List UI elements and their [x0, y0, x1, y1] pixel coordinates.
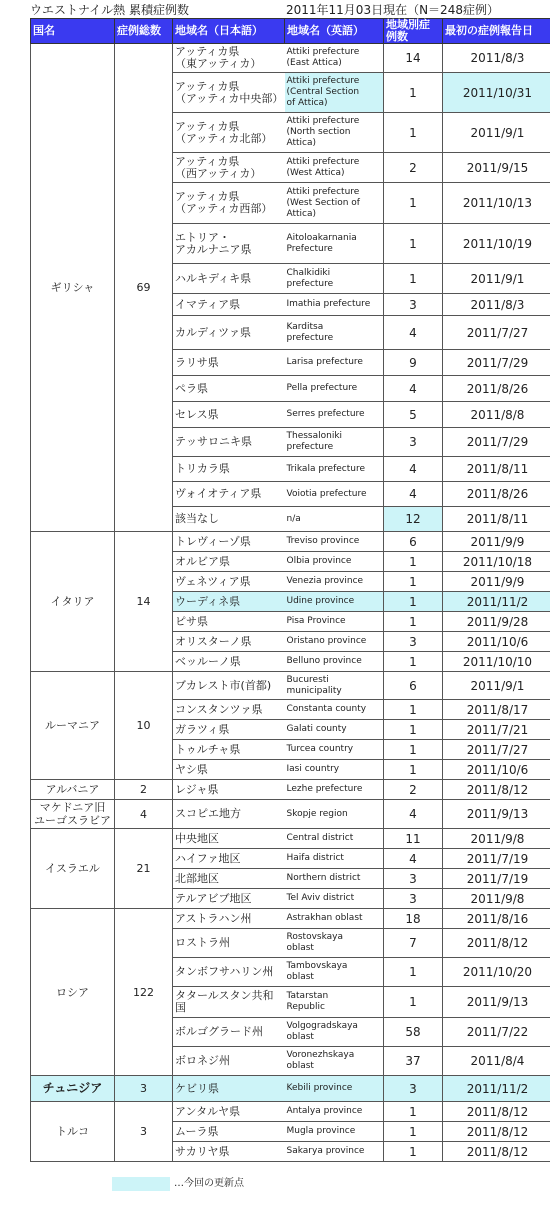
- region-ja-cell: 中央地区: [173, 829, 285, 849]
- table-row: [31, 829, 550, 849]
- first-report-date-cell: 2011/11/2: [443, 592, 550, 612]
- table-row: [31, 44, 550, 73]
- region-count-cell: 4: [384, 457, 443, 482]
- region-en-cell: Antalya province: [285, 1102, 384, 1122]
- country-cell: ロシア: [31, 909, 115, 1076]
- first-report-date-cell: 2011/9/13: [443, 987, 550, 1018]
- region-en-cell: Oristano province: [285, 632, 384, 652]
- header-first-report-date: 最初の症例報告日: [443, 19, 550, 44]
- region-en-cell: Attiki prefecture (North section Attica): [285, 113, 384, 153]
- region-count-cell: 1: [384, 592, 443, 612]
- region-count-cell: 1: [384, 264, 443, 294]
- region-en-cell: n/a: [285, 507, 384, 532]
- region-ja-cell: カルディツァ県: [173, 316, 285, 350]
- region-en-cell: Aitoloakarnania Prefecture: [285, 224, 384, 264]
- region-count-cell: 1: [384, 1102, 443, 1122]
- table-row: [31, 909, 550, 929]
- region-en-cell: Voiotia prefecture: [285, 482, 384, 507]
- region-en-cell: Rostovskaya oblast: [285, 929, 384, 958]
- first-report-date-cell: 2011/8/12: [443, 1102, 550, 1122]
- region-ja-cell: アッティカ県 （西アッティカ）: [173, 153, 285, 183]
- total-cases-cell: 3: [115, 1076, 173, 1102]
- table-body: [31, 44, 550, 1162]
- header-region-en: 地域名（英語）: [285, 19, 384, 44]
- region-en-cell: Attiki prefecture (East Attica): [285, 44, 384, 73]
- first-report-date-cell: 2011/8/26: [443, 482, 550, 507]
- region-ja-cell: アッティカ県 （アッティカ北部）: [173, 113, 285, 153]
- first-report-date-cell: 2011/8/12: [443, 929, 550, 958]
- legend-swatch: [112, 1177, 170, 1191]
- region-ja-cell: トレヴィーゾ県: [173, 532, 285, 552]
- first-report-date-cell: 2011/9/1: [443, 672, 550, 700]
- region-en-cell: Attiki prefecture (West Attica): [285, 153, 384, 183]
- table-row: [31, 1076, 550, 1102]
- region-en-cell: Larisa prefecture: [285, 350, 384, 376]
- first-report-date-cell: 2011/9/1: [443, 264, 550, 294]
- region-en-cell: Imathia prefecture: [285, 294, 384, 316]
- region-ja-cell: トゥルチャ県: [173, 740, 285, 760]
- region-en-cell: Bucuresti municipality: [285, 672, 384, 700]
- region-count-cell: 1: [384, 73, 443, 113]
- region-ja-cell: トリカラ県: [173, 457, 285, 482]
- region-count-cell: 3: [384, 428, 443, 457]
- region-ja-cell: スコピエ地方: [173, 800, 285, 829]
- region-en-cell: Trikala prefecture: [285, 457, 384, 482]
- region-count-cell: 2: [384, 153, 443, 183]
- region-ja-cell: ロストラ州: [173, 929, 285, 958]
- region-ja-cell: ベッルーノ県: [173, 652, 285, 672]
- total-cases-cell: 14: [115, 532, 173, 672]
- region-count-cell: 6: [384, 672, 443, 700]
- first-report-date-cell: 2011/9/9: [443, 532, 550, 552]
- region-count-cell: 1: [384, 113, 443, 153]
- region-count-cell: 1: [384, 224, 443, 264]
- region-count-cell: 4: [384, 316, 443, 350]
- region-count-cell: 1: [384, 572, 443, 592]
- region-en-cell: Central district: [285, 829, 384, 849]
- region-en-cell: Tambovskaya oblast: [285, 958, 384, 987]
- table-header: [31, 19, 550, 44]
- region-count-cell: 1: [384, 760, 443, 780]
- total-cases-cell: 2: [115, 780, 173, 800]
- region-ja-cell: タタールスタン共和 国: [173, 987, 285, 1018]
- region-count-cell: 4: [384, 376, 443, 402]
- first-report-date-cell: 2011/9/1: [443, 113, 550, 153]
- region-en-cell: Galati county: [285, 720, 384, 740]
- region-en-cell: Skopje region: [285, 800, 384, 829]
- first-report-date-cell: 2011/8/3: [443, 44, 550, 73]
- region-ja-cell: ヴェネツィア県: [173, 572, 285, 592]
- table-row: [31, 800, 550, 829]
- region-count-cell: 1: [384, 552, 443, 572]
- region-count-cell: 1: [384, 740, 443, 760]
- country-cell: イタリア: [31, 532, 115, 672]
- first-report-date-cell: 2011/8/12: [443, 1142, 550, 1162]
- region-en-cell: Udine province: [285, 592, 384, 612]
- region-en-cell: Kebili province: [285, 1076, 384, 1102]
- region-ja-cell: ヴォイオティア県: [173, 482, 285, 507]
- first-report-date-cell: 2011/8/12: [443, 780, 550, 800]
- table-row: [31, 780, 550, 800]
- first-report-date-cell: 2011/11/2: [443, 1076, 550, 1102]
- region-count-cell: 7: [384, 929, 443, 958]
- total-cases-cell: 69: [115, 44, 173, 532]
- region-count-cell: 3: [384, 632, 443, 652]
- first-report-date-cell: 2011/10/6: [443, 760, 550, 780]
- region-ja-cell: ムーラ県: [173, 1122, 285, 1142]
- first-report-date-cell: 2011/7/21: [443, 720, 550, 740]
- region-en-cell: Haifa district: [285, 849, 384, 869]
- region-count-cell: 4: [384, 849, 443, 869]
- region-count-cell: 18: [384, 909, 443, 929]
- region-count-cell: 1: [384, 183, 443, 224]
- region-en-cell: Volgogradskaya oblast: [285, 1018, 384, 1047]
- total-cases-cell: 3: [115, 1102, 173, 1162]
- region-count-cell: 1: [384, 958, 443, 987]
- region-count-cell: 37: [384, 1047, 443, 1076]
- first-report-date-cell: 2011/7/27: [443, 740, 550, 760]
- region-ja-cell: ハルキディキ県: [173, 264, 285, 294]
- region-en-cell: Serres prefecture: [285, 402, 384, 428]
- first-report-date-cell: 2011/8/17: [443, 700, 550, 720]
- region-count-cell: 3: [384, 1076, 443, 1102]
- first-report-date-cell: 2011/10/31: [443, 73, 550, 113]
- region-ja-cell: 北部地区: [173, 869, 285, 889]
- first-report-date-cell: 2011/10/20: [443, 958, 550, 987]
- region-count-cell: 14: [384, 44, 443, 73]
- region-ja-cell: ケビリ県: [173, 1076, 285, 1102]
- region-ja-cell: タンボフサハリン州: [173, 958, 285, 987]
- region-en-cell: Attiki prefecture (West Section of Attica): [285, 183, 384, 224]
- first-report-date-cell: 2011/9/28: [443, 612, 550, 632]
- total-cases-cell: 122: [115, 909, 173, 1076]
- region-ja-cell: 該当なし: [173, 507, 285, 532]
- region-en-cell: Tel Aviv district: [285, 889, 384, 909]
- region-ja-cell: ガラツィ県: [173, 720, 285, 740]
- region-count-cell: 58: [384, 1018, 443, 1047]
- region-count-cell: 1: [384, 987, 443, 1018]
- region-ja-cell: ピサ県: [173, 612, 285, 632]
- region-en-cell: Pella prefecture: [285, 376, 384, 402]
- first-report-date-cell: 2011/9/15: [443, 153, 550, 183]
- region-ja-cell: アッティカ県 （アッティカ中央部）: [173, 73, 285, 113]
- country-cell: アルバニア: [31, 780, 115, 800]
- first-report-date-cell: 2011/10/13: [443, 183, 550, 224]
- first-report-date-cell: 2011/10/19: [443, 224, 550, 264]
- region-en-cell: Pisa Province: [285, 612, 384, 632]
- first-report-date-cell: 2011/8/8: [443, 402, 550, 428]
- page-title: [30, 2, 520, 18]
- region-count-cell: 5: [384, 402, 443, 428]
- first-report-date-cell: 2011/8/12: [443, 1122, 550, 1142]
- total-cases-cell: 21: [115, 829, 173, 909]
- region-count-cell: 1: [384, 700, 443, 720]
- first-report-date-cell: 2011/10/6: [443, 632, 550, 652]
- first-report-date-cell: 2011/7/19: [443, 869, 550, 889]
- region-en-cell: Astrakhan oblast: [285, 909, 384, 929]
- region-count-cell: 1: [384, 1142, 443, 1162]
- region-count-cell: 1: [384, 652, 443, 672]
- first-report-date-cell: 2011/9/8: [443, 889, 550, 909]
- region-ja-cell: アッティカ県 （アッティカ西部）: [173, 183, 285, 224]
- region-en-cell: Tatarstan Republic: [285, 987, 384, 1018]
- region-count-cell: 12: [384, 507, 443, 532]
- region-en-cell: Voronezhskaya oblast: [285, 1047, 384, 1076]
- region-count-cell: 1: [384, 720, 443, 740]
- region-en-cell: Olbia province: [285, 552, 384, 572]
- total-cases-cell: 10: [115, 672, 173, 780]
- header-total: 症例総数: [115, 19, 173, 44]
- region-en-cell: Chalkidiki prefecture: [285, 264, 384, 294]
- title-right: 2011年11月03日現在（N＝248症例）: [286, 3, 499, 17]
- region-count-cell: 4: [384, 800, 443, 829]
- first-report-date-cell: 2011/9/8: [443, 829, 550, 849]
- region-en-cell: Treviso province: [285, 532, 384, 552]
- region-en-cell: Attiki prefecture (Central Section of Attica): [285, 73, 384, 113]
- region-en-cell: Northern district: [285, 869, 384, 889]
- region-ja-cell: アストラハン州: [173, 909, 285, 929]
- region-en-cell: Constanta county: [285, 700, 384, 720]
- first-report-date-cell: 2011/7/27: [443, 316, 550, 350]
- first-report-date-cell: 2011/8/3: [443, 294, 550, 316]
- case-table: [30, 18, 550, 1162]
- first-report-date-cell: 2011/7/29: [443, 350, 550, 376]
- region-count-cell: 1: [384, 1122, 443, 1142]
- region-ja-cell: ボルゴグラード州: [173, 1018, 285, 1047]
- region-ja-cell: オルビア県: [173, 552, 285, 572]
- region-en-cell: Sakarya province: [285, 1142, 384, 1162]
- region-ja-cell: ヤシ県: [173, 760, 285, 780]
- region-ja-cell: レジャ県: [173, 780, 285, 800]
- table-row: [31, 1102, 550, 1122]
- table-row: [31, 672, 550, 700]
- region-ja-cell: オリスターノ県: [173, 632, 285, 652]
- country-cell: マケドニア旧 ユーゴスラビア: [31, 800, 115, 829]
- region-ja-cell: イマティア県: [173, 294, 285, 316]
- region-ja-cell: ウーディネ県: [173, 592, 285, 612]
- region-count-cell: 6: [384, 532, 443, 552]
- country-cell: ルーマニア: [31, 672, 115, 780]
- region-count-cell: 9: [384, 350, 443, 376]
- header-region-count: 地域別症例数: [384, 19, 443, 44]
- first-report-date-cell: 2011/9/9: [443, 572, 550, 592]
- region-count-cell: 3: [384, 889, 443, 909]
- region-count-cell: 1: [384, 612, 443, 632]
- region-ja-cell: ボロネジ州: [173, 1047, 285, 1076]
- region-count-cell: 3: [384, 869, 443, 889]
- region-count-cell: 11: [384, 829, 443, 849]
- region-ja-cell: ハイファ地区: [173, 849, 285, 869]
- region-en-cell: Thessaloniki prefecture: [285, 428, 384, 457]
- first-report-date-cell: 2011/10/18: [443, 552, 550, 572]
- region-count-cell: 2: [384, 780, 443, 800]
- header-country: 国名: [31, 19, 115, 44]
- first-report-date-cell: 2011/8/11: [443, 507, 550, 532]
- legend-text: …今回の更新点: [174, 1178, 244, 1189]
- title-left: ウエストナイル熱 累積症例数: [30, 3, 189, 17]
- country-cell: イスラエル: [31, 829, 115, 909]
- legend: [112, 1177, 512, 1191]
- first-report-date-cell: 2011/8/26: [443, 376, 550, 402]
- region-count-cell: 3: [384, 294, 443, 316]
- first-report-date-cell: 2011/7/29: [443, 428, 550, 457]
- country-cell: ギリシャ: [31, 44, 115, 532]
- region-ja-cell: エトリア・ アカルナニア県: [173, 224, 285, 264]
- region-ja-cell: アッティカ県 （東アッティカ）: [173, 44, 285, 73]
- first-report-date-cell: 2011/8/11: [443, 457, 550, 482]
- region-ja-cell: ラリサ県: [173, 350, 285, 376]
- region-ja-cell: ペラ県: [173, 376, 285, 402]
- region-en-cell: Turcea country: [285, 740, 384, 760]
- region-ja-cell: コンスタンツァ県: [173, 700, 285, 720]
- region-en-cell: Mugla province: [285, 1122, 384, 1142]
- region-ja-cell: セレス県: [173, 402, 285, 428]
- table-row: [31, 532, 550, 552]
- region-count-cell: 4: [384, 482, 443, 507]
- first-report-date-cell: 2011/9/13: [443, 800, 550, 829]
- region-ja-cell: ブカレスト市(首都): [173, 672, 285, 700]
- header-region-ja: 地域名（日本語）: [173, 19, 285, 44]
- region-en-cell: Belluno province: [285, 652, 384, 672]
- first-report-date-cell: 2011/7/19: [443, 849, 550, 869]
- region-ja-cell: テッサロニキ県: [173, 428, 285, 457]
- region-en-cell: Lezhe prefecture: [285, 780, 384, 800]
- total-cases-cell: 4: [115, 800, 173, 829]
- first-report-date-cell: 2011/10/10: [443, 652, 550, 672]
- first-report-date-cell: 2011/7/22: [443, 1018, 550, 1047]
- region-ja-cell: サカリヤ県: [173, 1142, 285, 1162]
- region-en-cell: Venezia province: [285, 572, 384, 592]
- country-cell: トルコ: [31, 1102, 115, 1162]
- first-report-date-cell: 2011/8/4: [443, 1047, 550, 1076]
- region-ja-cell: アンタルヤ県: [173, 1102, 285, 1122]
- first-report-date-cell: 2011/8/16: [443, 909, 550, 929]
- region-en-cell: Iasi country: [285, 760, 384, 780]
- region-ja-cell: テルアビブ地区: [173, 889, 285, 909]
- country-cell: チュニジア: [31, 1076, 115, 1102]
- region-en-cell: Karditsa prefecture: [285, 316, 384, 350]
